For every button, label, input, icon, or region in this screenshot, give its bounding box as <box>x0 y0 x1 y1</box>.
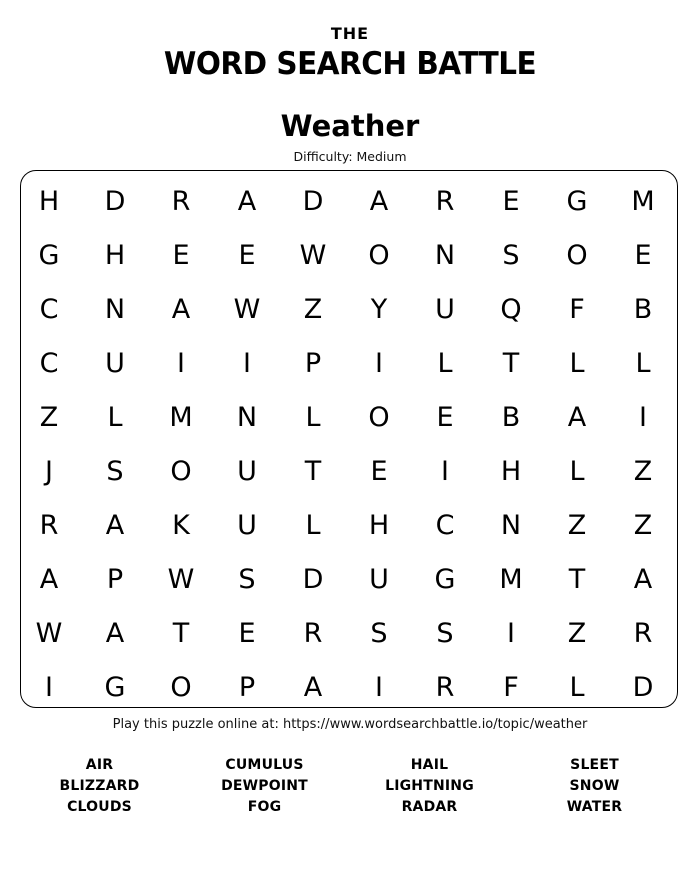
word-list-item: HAIL <box>410 757 449 773</box>
word-list-item: SNOW <box>569 778 620 794</box>
grid-cell[interactable]: U <box>435 293 455 325</box>
grid-cell[interactable]: L <box>305 401 321 433</box>
grid-cell[interactable]: T <box>172 617 190 649</box>
brand-the: THE <box>330 24 370 43</box>
grid-cell[interactable]: E <box>370 455 388 487</box>
grid-cell[interactable]: A <box>369 185 389 217</box>
grid-cell[interactable]: T <box>568 563 586 595</box>
grid-cell[interactable]: U <box>369 563 389 595</box>
grid-cell[interactable]: N <box>434 239 456 271</box>
grid-cell[interactable]: F <box>569 293 585 325</box>
grid-cell[interactable]: D <box>302 563 324 595</box>
grid-cell[interactable]: G <box>104 671 126 703</box>
grid-cell[interactable]: C <box>435 509 455 541</box>
grid-cell[interactable]: R <box>435 185 455 217</box>
page-title: Weather <box>280 109 420 143</box>
grid-cell[interactable]: U <box>237 455 257 487</box>
grid-cell[interactable]: I <box>375 347 383 379</box>
grid-cell[interactable]: A <box>237 185 257 217</box>
grid-cell[interactable]: P <box>106 563 124 595</box>
grid-cell[interactable]: A <box>171 293 191 325</box>
grid-cell[interactable]: U <box>105 347 125 379</box>
word-list-item: FOG <box>247 799 282 815</box>
grid-cell[interactable]: B <box>633 293 653 325</box>
grid-cell[interactable]: T <box>304 455 322 487</box>
brand-logo-title: WORD SEARCH BATTLE <box>163 46 537 82</box>
grid-cell[interactable]: Q <box>500 293 522 325</box>
grid-cell[interactable]: N <box>500 509 522 541</box>
grid-cell[interactable]: W <box>233 293 261 325</box>
grid-cell[interactable]: I <box>375 671 383 703</box>
grid-cell[interactable]: O <box>368 239 390 271</box>
grid-cell[interactable]: E <box>238 617 256 649</box>
grid-cell[interactable]: P <box>304 347 322 379</box>
grid-cell[interactable]: O <box>368 401 390 433</box>
grid-cell[interactable]: Z <box>633 509 653 541</box>
letter-grid <box>16 174 676 714</box>
grid-cell[interactable]: Z <box>567 617 587 649</box>
grid-cell[interactable]: E <box>238 239 256 271</box>
grid-cell[interactable]: J <box>45 455 53 487</box>
grid-cell[interactable]: M <box>499 563 523 595</box>
grid-cell[interactable]: L <box>569 347 585 379</box>
grid-cell[interactable]: E <box>634 239 652 271</box>
grid-cell[interactable]: L <box>437 347 453 379</box>
word-list-item: BLIZZARD <box>59 778 140 794</box>
grid-cell[interactable]: Z <box>39 401 59 433</box>
word-list-column <box>182 755 347 818</box>
grid-cell[interactable]: Z <box>567 509 587 541</box>
grid-cell[interactable]: I <box>45 671 53 703</box>
grid-cell[interactable]: U <box>237 509 257 541</box>
grid-cell[interactable]: C <box>39 347 59 379</box>
grid-cell[interactable]: S <box>370 617 388 649</box>
grid-cell[interactable]: D <box>302 185 324 217</box>
grid-cell[interactable]: W <box>35 617 63 649</box>
grid-cell[interactable]: E <box>436 401 454 433</box>
grid-cell[interactable]: W <box>167 563 195 595</box>
grid-cell[interactable]: A <box>105 617 125 649</box>
grid-cell[interactable]: G <box>566 185 588 217</box>
grid-cell[interactable]: R <box>633 617 653 649</box>
word-list-item: WATER <box>566 799 623 815</box>
grid-cell[interactable]: W <box>299 239 327 271</box>
grid-cell[interactable]: A <box>39 563 59 595</box>
grid-cell[interactable]: S <box>106 455 124 487</box>
grid-cell[interactable]: H <box>38 185 60 217</box>
grid-cell[interactable]: H <box>368 509 390 541</box>
grid-cell[interactable]: S <box>502 239 520 271</box>
word-list-column <box>347 755 512 818</box>
word-list-item: LIGHTNING <box>385 778 474 794</box>
word-list-item: CLOUDS <box>67 799 132 815</box>
grid-cell[interactable]: L <box>305 509 321 541</box>
grid-cell[interactable]: S <box>436 617 454 649</box>
grid-cell[interactable]: M <box>631 185 655 217</box>
word-list-column <box>17 755 182 818</box>
grid-cell[interactable]: A <box>105 509 125 541</box>
grid-cell[interactable]: A <box>633 563 653 595</box>
grid-cell[interactable]: H <box>500 455 522 487</box>
grid-cell[interactable]: N <box>236 401 258 433</box>
grid-cell[interactable]: G <box>38 239 60 271</box>
grid-cell[interactable]: D <box>104 185 126 217</box>
grid-cell[interactable]: T <box>502 347 520 379</box>
word-list-item: SLEET <box>570 757 619 773</box>
grid-cell[interactable]: R <box>303 617 323 649</box>
grid-cell[interactable]: Y <box>370 293 388 325</box>
grid-cell[interactable]: R <box>171 185 191 217</box>
grid-cell[interactable]: S <box>238 563 256 595</box>
grid-cell[interactable]: L <box>569 671 585 703</box>
grid-cell[interactable]: I <box>177 347 185 379</box>
play-online-link[interactable]: Play this puzzle online at: https://www.wordsearchbattle.io/topic/weather <box>112 717 588 732</box>
grid-cell[interactable]: I <box>639 401 647 433</box>
grid-cell[interactable]: Z <box>633 455 653 487</box>
grid-cell[interactable]: F <box>503 671 519 703</box>
grid-cell[interactable]: H <box>104 239 126 271</box>
grid-cell[interactable]: Z <box>303 293 323 325</box>
grid-cell[interactable]: O <box>566 239 588 271</box>
grid-cell[interactable]: L <box>635 347 651 379</box>
word-list-item: DEWPOINT <box>221 778 308 794</box>
grid-cell[interactable]: R <box>39 509 59 541</box>
grid-cell[interactable]: M <box>169 401 193 433</box>
grid-cell[interactable]: B <box>501 401 521 433</box>
grid-cell[interactable]: N <box>104 293 126 325</box>
grid-cell[interactable]: D <box>632 671 654 703</box>
grid-cell[interactable]: A <box>567 401 587 433</box>
grid-cell[interactable]: I <box>243 347 251 379</box>
grid-cell[interactable]: I <box>507 617 515 649</box>
grid-cell[interactable]: L <box>569 455 585 487</box>
grid-cell[interactable]: P <box>238 671 256 703</box>
word-list-column <box>512 755 677 818</box>
grid-cell[interactable]: E <box>172 239 190 271</box>
difficulty-label: Difficulty: Medium <box>293 149 407 164</box>
grid-cell[interactable]: L <box>107 401 123 433</box>
grid-cell[interactable]: A <box>303 671 323 703</box>
grid-cell[interactable]: C <box>39 293 59 325</box>
grid-cell[interactable]: I <box>441 455 449 487</box>
grid-cell[interactable]: G <box>434 563 456 595</box>
grid-cell[interactable]: O <box>170 671 192 703</box>
word-list-item: RADAR <box>401 799 458 815</box>
grid-cell[interactable]: K <box>172 509 190 541</box>
word-list-item: CUMULUS <box>225 757 304 773</box>
word-list-item: AIR <box>85 757 114 773</box>
grid-cell[interactable]: O <box>170 455 192 487</box>
word-list <box>17 755 677 818</box>
grid-cell[interactable]: R <box>435 671 455 703</box>
grid-cell[interactable]: E <box>502 185 520 217</box>
